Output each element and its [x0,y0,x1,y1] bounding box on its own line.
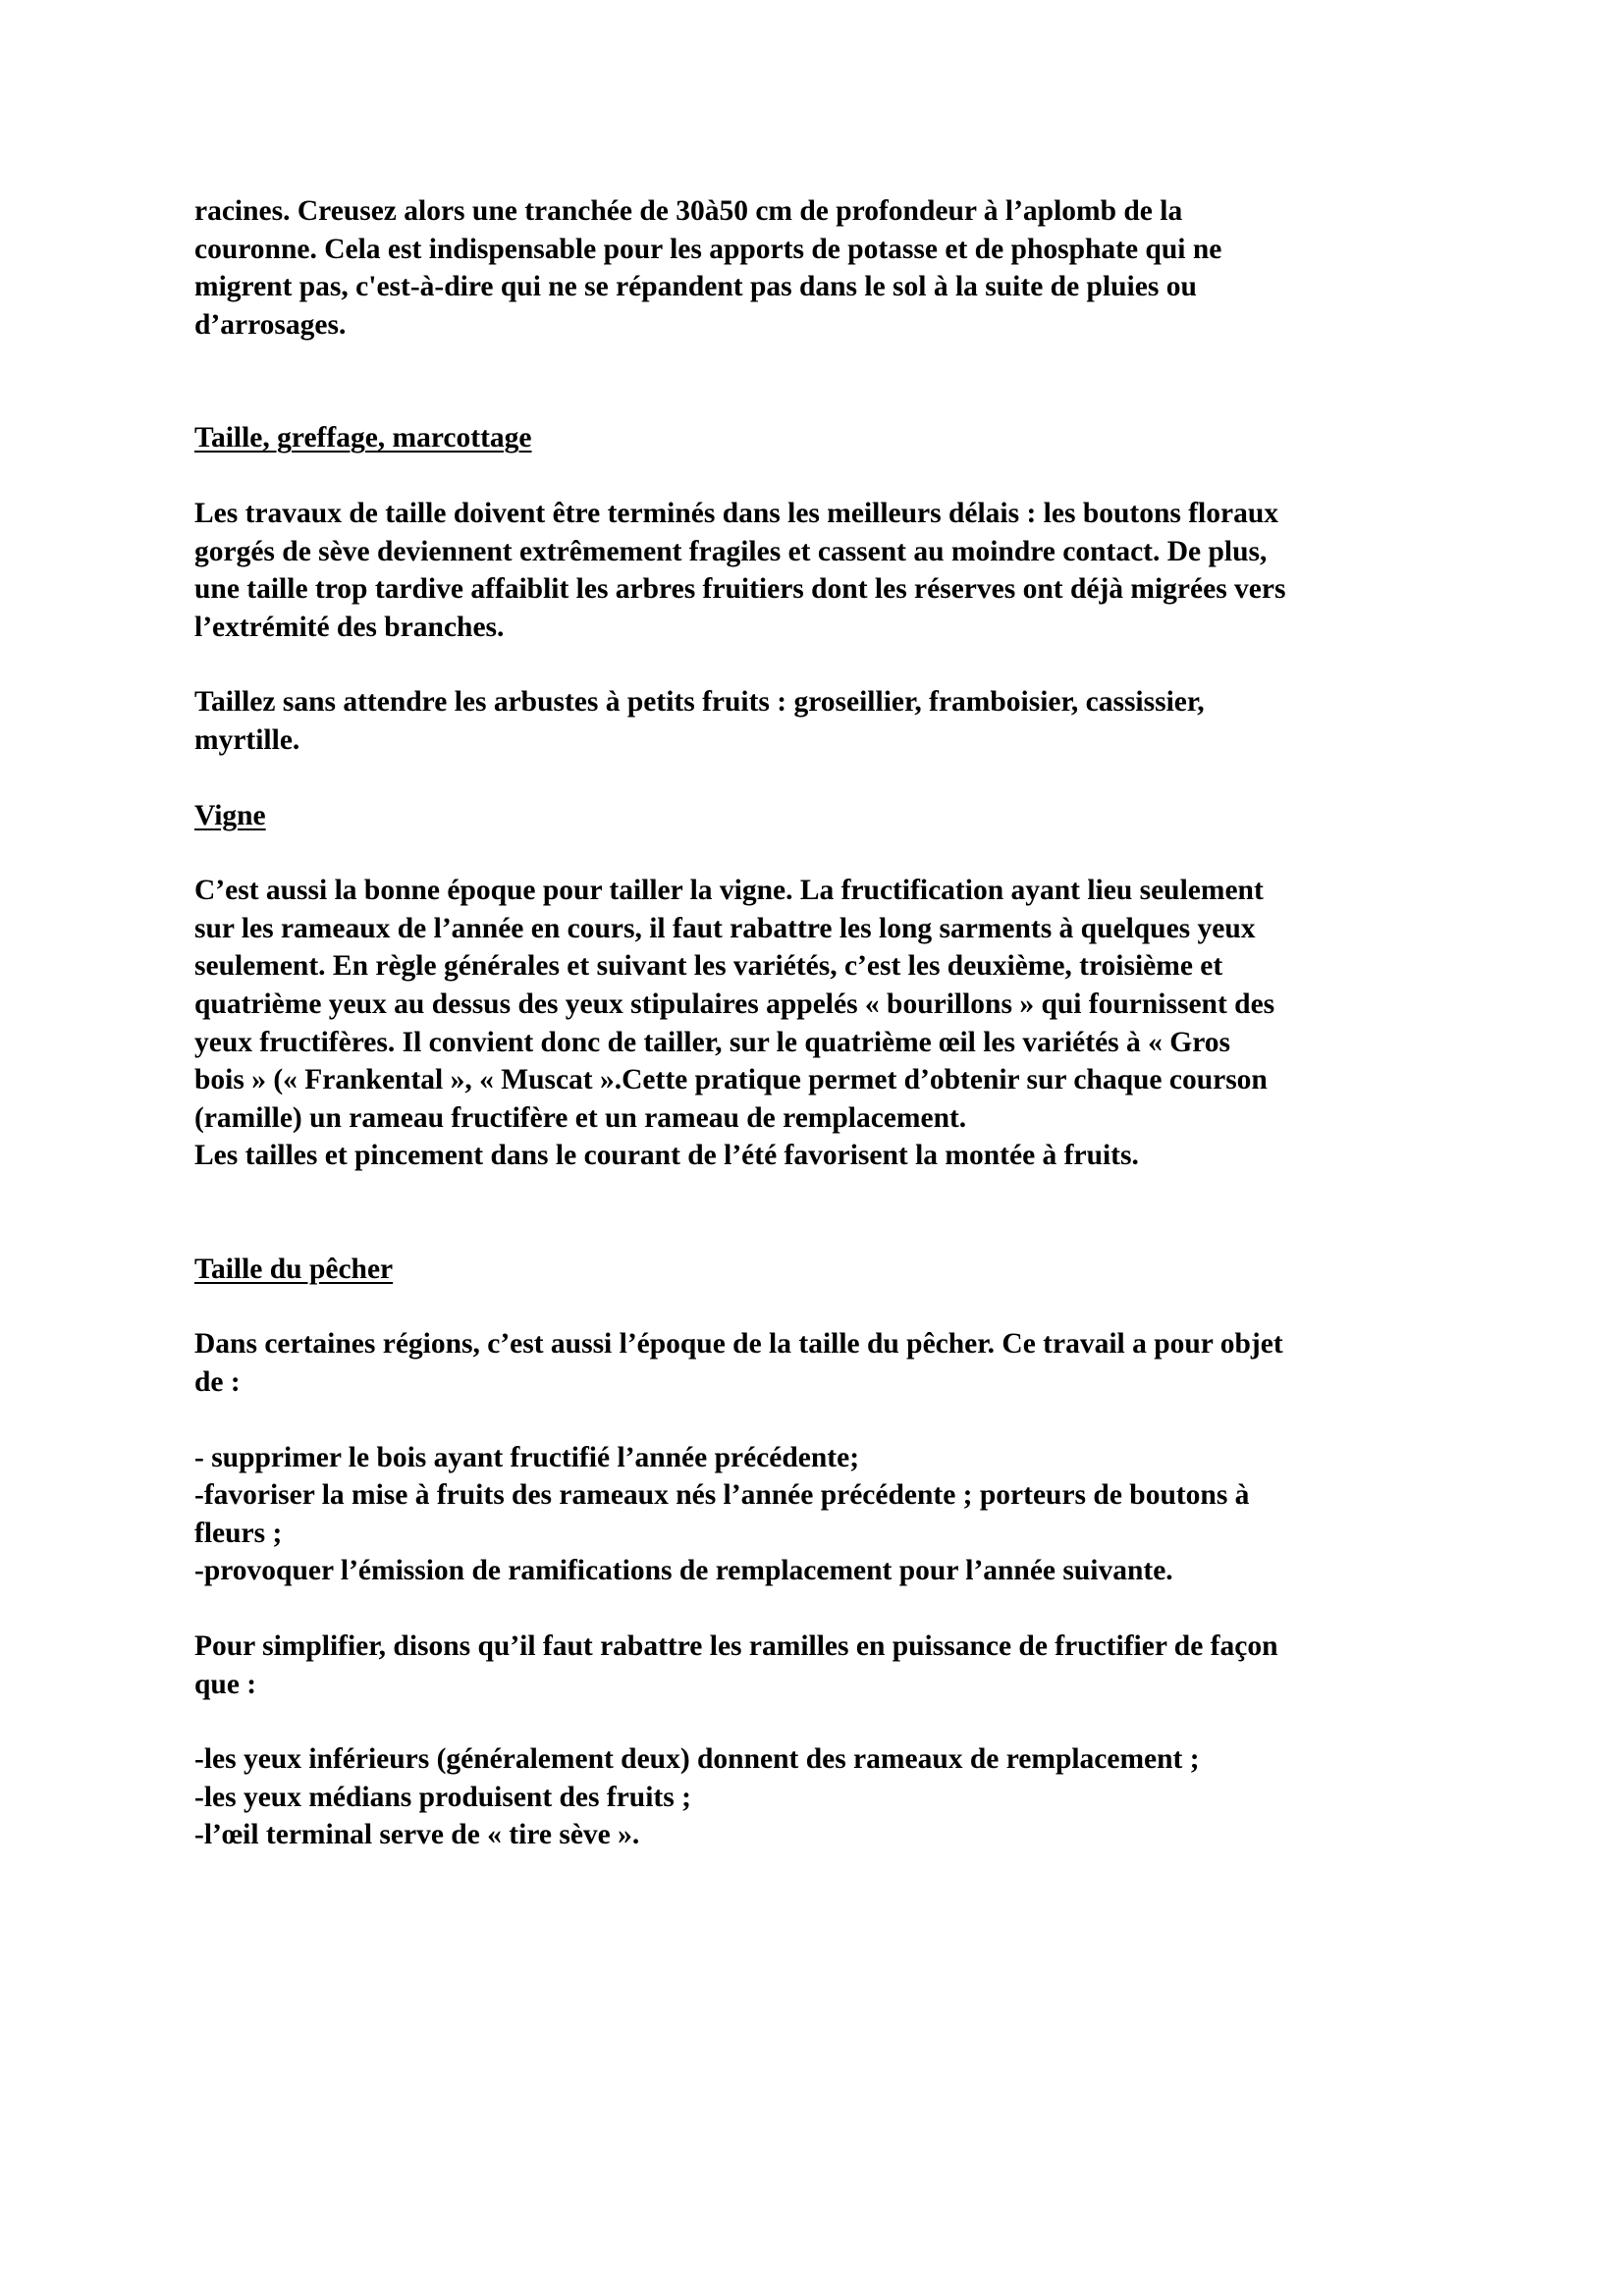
section-heading-taille: Taille, greffage, marcottage [194,422,532,454]
text-line: couronne. Cela est indispensable pour les apports de potasse et de phosphate qui ne [194,233,1222,265]
text-line: racines. Creusez alors une tranchée de 30à50 cm de profondeur à l’aplomb de la [194,195,1183,227]
pecher-paragraph-2 [194,1628,1451,1703]
list-item: -les yeux inférieurs (généralement deux) donnent des rameaux de remplacement ; [194,1743,1200,1776]
text-line: seulement. En règle générales et suivant les variétés, c’est les deuxième, troisième et [194,950,1223,983]
text-line: gorgés de sève deviennent extrêmement fragiles et cassent au moindre contact. De plus, [194,535,1268,567]
text-line: yeux fructifères. Il convient donc de tailler, sur le quatrième œil les variétés à « Gros [194,1026,1231,1058]
text-line: l’extrémité des branches. [194,611,505,643]
pecher-list-1 [194,1439,1451,1590]
list-item: -les yeux médians produisent des fruits ; [194,1781,691,1813]
document-body [194,192,1451,1854]
section-heading-pecher: Taille du pêcher [194,1253,394,1285]
intro-paragraph [194,192,1451,344]
section-heading-vigne: Vigne [194,799,266,831]
list-item: -favoriser la mise à fruits des rameaux nés l’année précédente ; porteurs de boutons à [194,1479,1250,1512]
text-line: Dans certaines régions, c’est aussi l’époque de la taille du pêcher. Ce travail a pour objet [194,1328,1283,1361]
pecher-list-2 [194,1740,1451,1854]
text-line: bois » (« Frankental », « Muscat ».Cette pratique permet d’obtenir sur chaque courson [194,1064,1268,1096]
text-line: Taillez sans attendre les arbustes à petits fruits : groseillier, framboisier, cassissier, [194,686,1205,719]
text-line: (ramille) un rameau fructifère et un rameau de remplacement. [194,1101,967,1134]
text-line: d’arrosages. [194,308,347,341]
text-line: Pour simplifier, disons qu’il faut rabattre les ramilles en puissance de fructifier de façon [194,1630,1278,1663]
text-line: myrtille. [194,723,300,756]
text-line: sur les rameaux de l’année en cours, il faut rabattre les long sarments à quelques yeux [194,912,1256,944]
list-item: -l’œil terminal serve de « tire sève ». [194,1819,640,1851]
text-line: une taille trop tardive affaiblit les arbres fruitiers dont les réserves ont déjà migrées vers [194,573,1286,606]
text-line: migrent pas, c'est-à-dire qui ne se répandent pas dans le sol à la suite de pluies ou [194,271,1197,303]
text-line: C’est aussi la bonne époque pour tailler la vigne. La fructification ayant lieu seulement [194,875,1264,907]
text-line: Les travaux de taille doivent être terminés dans les meilleurs délais : les boutons floraux [194,497,1278,529]
text-line: de : [194,1366,241,1399]
list-item: -provoquer l’émission de ramifications de remplacement pour l’année suivante. [194,1555,1173,1587]
text-line: que : [194,1668,257,1700]
list-item: fleurs ; [194,1517,283,1549]
taille-paragraph-2 [194,683,1451,759]
pecher-paragraph-1 [194,1325,1451,1401]
vigne-paragraph-1 [194,872,1451,1175]
list-item: - supprimer le bois ayant fructifié l’année précédente; [194,1441,860,1473]
taille-paragraph-1 [194,495,1451,646]
text-line: quatrième yeux au dessus des yeux stipulaires appelés « bourillons » qui fournissent des [194,988,1275,1020]
text-line: Les tailles et pincement dans le courant de l’été favorisent la montée à fruits. [194,1140,1139,1172]
